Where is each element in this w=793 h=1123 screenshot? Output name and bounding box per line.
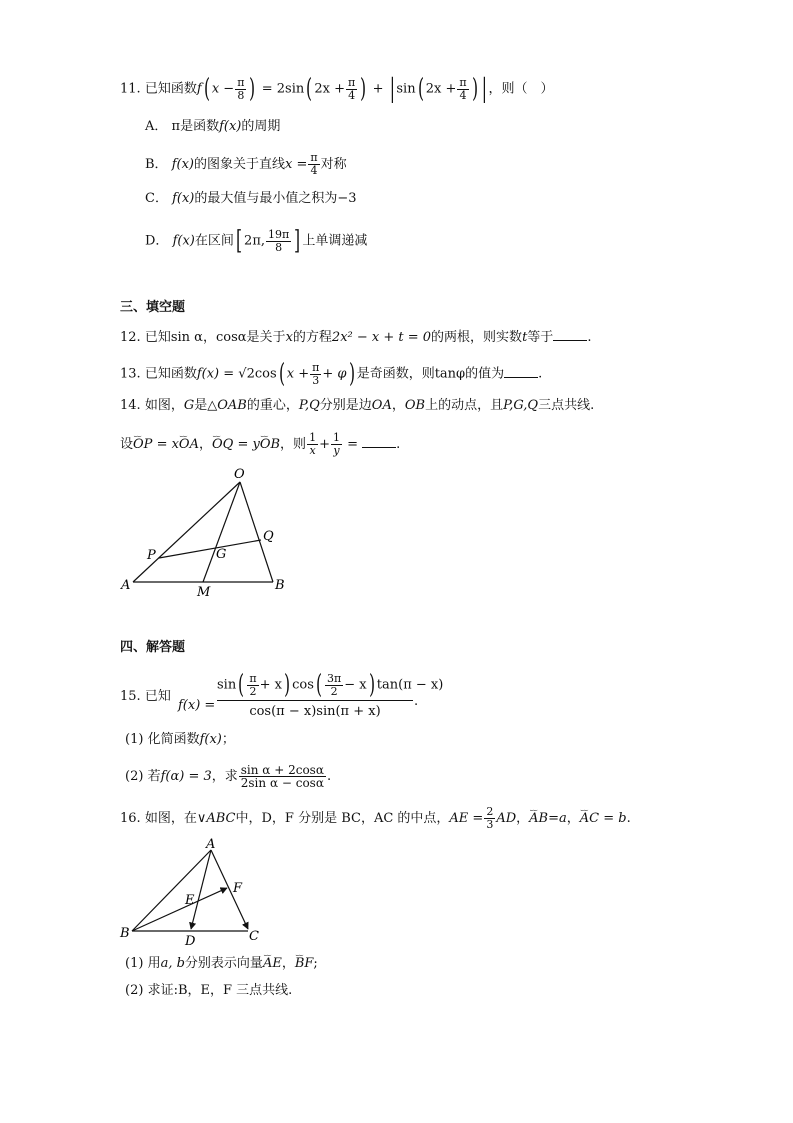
label-o: O (234, 467, 245, 482)
q14-stem-line1: 14. 如图，G是△OAB的重心，P,Q分别是边OA，OB上的动点，且P,G,Q三点共线. (120, 398, 595, 413)
section-title-fill-blank: 三、填空题 (120, 300, 186, 315)
label-m: M (197, 585, 211, 600)
section-title-solve: 四、解答题 (120, 640, 186, 655)
vector-ac (211, 850, 248, 929)
q15-numerator: sin( $\frac{\pi}{2}$ + x) cos( $\frac{3\pi}{2}$ − x) tan(π − x) (217, 670, 444, 700)
q11-option-b: B． f(x)的图象关于直线x = $\frac{\pi}{4}$ 对称 (145, 151, 347, 177)
q16-stem: 16. 如图，在∨ABC中，D，F 分别是 BC，AC 的中点，AE = $\frac{2}{3}$ AD，⌣⌣ AB=a，⌣⌣ AC = b. (120, 806, 631, 831)
q16-part2: (2) 求证:B，E，F 三点共线. (125, 983, 293, 998)
label-b: B (275, 578, 285, 593)
segment-om (203, 482, 240, 582)
triangle-abc-figure (115, 836, 275, 950)
q15-formula-fraction (217, 670, 444, 721)
q16-part1: (1) 用a, b分别表示向量⌣⌣ AE，⌣⌣ BF; (125, 955, 318, 973)
q15-formula-lhs: f(x) = (178, 698, 216, 713)
vector-bf (132, 888, 227, 931)
label-g: G (216, 547, 227, 562)
answer-blank (553, 328, 587, 341)
triangle-oab-figure (115, 462, 295, 602)
label-b: B (120, 926, 130, 941)
q15-stem: 15. 已知 (120, 689, 171, 704)
label-e: E (185, 893, 195, 908)
q15-part2: (2) 若f(α) = 3，求 $\frac{\text{sin α + 2cosα}}{\text{2sin α − cosα}}$ . (125, 763, 332, 790)
label-a: A (121, 578, 131, 593)
label-c: C (249, 929, 259, 944)
q11-option-a: A． π是函数f(x)的周期 (145, 119, 281, 134)
q15-part1: (1) 化简函数f(x)； (125, 732, 235, 747)
label-q: Q (263, 529, 274, 544)
answer-blank (362, 435, 396, 448)
q15-end: . (414, 694, 419, 709)
segment-ab (132, 850, 211, 931)
q15-denominator: cos(π − x)sin(π + x) (249, 704, 381, 719)
label-f: F (233, 881, 243, 896)
q11-option-d: D． f(x)在区间[ 2π, $\frac{19\pi}{8}$ ] 上单调递减 (145, 226, 368, 256)
label-a: A (206, 837, 216, 852)
label-p: P (147, 548, 156, 563)
q13-stem: 13. 已知函数f(x) = √2cos( x + $\frac{\pi}{3}$ + φ) 是奇函数，则tanφ的值为 . (120, 359, 543, 389)
label-d: D (185, 934, 196, 949)
q12-stem: 12. 已知sin α，cosα是关于x的方程2x² − x + t = 0的两根，则实数t等于 . (120, 330, 592, 345)
vector-ad (191, 850, 211, 929)
answer-blank (504, 365, 538, 378)
q14-stem-line2: 设⌣⌣ OP = x⌣⌣ OA，⌣⌣ OQ = y⌣⌣ OB，则 $\frac{1}{x}+$ $\frac{1}{y}$ = . (120, 432, 400, 457)
q11-option-c: C． f(x)的最大值与最小值之积为−3 (145, 191, 357, 206)
segment-oa (133, 482, 240, 582)
q11-stem: 11. 已知函数f( x − $\frac{\pi}{8}$ ) = 2sin( 2x + $\frac{\pi}{4}$ ) + | sin( 2x + $\frac{\pi}{4}$ ) | ，则（ ） (120, 74, 554, 104)
